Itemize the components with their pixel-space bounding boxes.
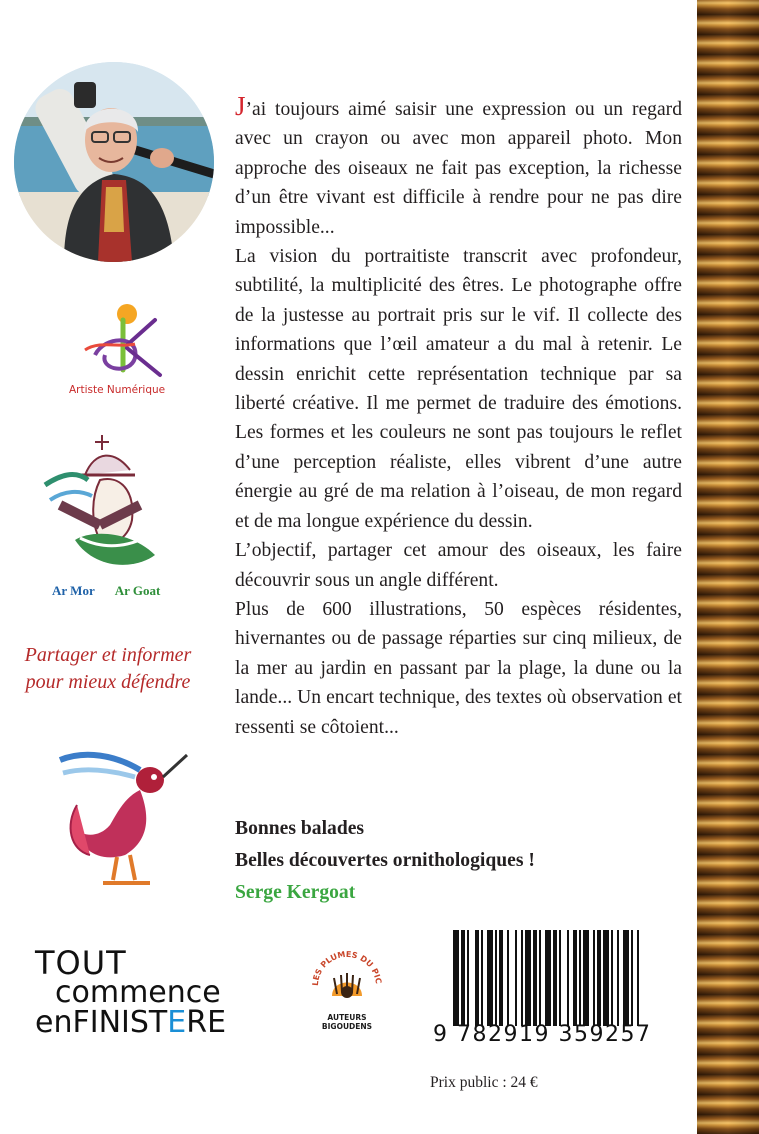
- barcode-bar: [467, 930, 469, 1026]
- paragraph-3: L’objectif, partager cet amour des oiseaux, les faire découvrir sous un angle différent.: [235, 540, 682, 591]
- barcode-bar: [611, 930, 613, 1026]
- barcode-bar: [525, 930, 531, 1026]
- barcode-bar: [487, 930, 493, 1026]
- barcode-bar: [499, 930, 503, 1026]
- en-word: en: [35, 1005, 73, 1040]
- re-word: RE: [186, 1005, 227, 1040]
- artiste-numerique-icon: [75, 300, 185, 380]
- barcode-bar: [461, 930, 465, 1026]
- en-finistere-line: [35, 1005, 255, 1040]
- barcode-bar: [475, 930, 479, 1026]
- paragraph-4: Plus de 600 illustrations, 50 espèces résidentes, hivernantes ou de passage réparties sur cinq milieux, de la mer au jardin en passant par la plage, la dune ou la lande... Un encart technique, des textes où observation et ressenti se côtoient...: [235, 598, 682, 738]
- barcode-bar: [481, 930, 483, 1026]
- barcode-bar: [521, 930, 523, 1026]
- barcode-bar: [603, 930, 609, 1026]
- artiste-numerique-logo: [69, 300, 185, 400]
- ar-mor-ar-goat-icon: [40, 430, 200, 580]
- commence-word: commence: [55, 975, 221, 1010]
- portrait-illustration: [14, 62, 214, 262]
- tout-commence-en-finistere-logo: [35, 944, 255, 1040]
- barcode-bar: [545, 930, 551, 1026]
- paragraph-1-text: ’ai toujours aimé saisir une expression ou un regard avec un crayon ou avec mon appareil photo. Mon approche des oiseaux ne fait pas exception, la richesse d’un être vivant est difficile à rendre pour ne pas dire impossible...: [235, 99, 682, 238]
- author-name: Serge Kergoat: [235, 882, 356, 903]
- ar-goat-label: Ar Goat: [114, 583, 161, 598]
- barcode-bar: [583, 930, 589, 1026]
- tagline-line-1: Partager et informer: [24, 644, 192, 666]
- barcode-bar: [623, 930, 629, 1026]
- bird-icon: [55, 745, 195, 895]
- barcode-bar: [597, 930, 601, 1026]
- drop-cap: J: [235, 91, 246, 121]
- barcode-bar: [533, 930, 537, 1026]
- tagline: [8, 642, 208, 696]
- paragraph-2: La vision du portraitiste transcrit avec profondeur, subtilité, la multiplicité des êtres. Le photographe offre de la justesse au portrait pris sur le vif. Il collecte des informations que l’œil amateur a du mal à retenir. Le dessin enrichit cette représentation technique par sa liberté créative. Il me permet de traduire des émotions. Les formes et les couleurs ne sont pas toujours le reflet d’une perception réaliste, elles vibrent d’une autre énergie au gré de ma relation à l’oiseau, de mon regard et de ma longue expérience du dessin.: [235, 246, 682, 532]
- bird-illustration: [55, 745, 195, 895]
- plumes-top-text: ES PLUMES DU PIC: [312, 949, 382, 985]
- barcode-bar: [515, 930, 517, 1026]
- closing-line-1: Bonnes balades: [235, 818, 365, 839]
- strip-shading: [697, 0, 759, 1134]
- ar-mor-label: Ar Mor: [52, 583, 95, 598]
- barcode-bar: [637, 930, 639, 1026]
- closing-line-2: Belles découvertes ornithologiques !: [235, 850, 535, 871]
- barcode-bar: [495, 930, 497, 1026]
- ar-mor-ar-goat-logo: [40, 430, 200, 605]
- plumes-du-pich-logo: [312, 948, 382, 1038]
- plumes-bottom-text: [312, 1013, 382, 1031]
- plumes-bottom-1: AUTEURS: [327, 1013, 367, 1022]
- barcode: [453, 930, 683, 1026]
- barcode-bar: [593, 930, 595, 1026]
- artiste-numerique-label: Artiste Numérique: [69, 384, 166, 396]
- finistere-e: E: [167, 1005, 187, 1040]
- back-cover-text: [235, 92, 682, 742]
- author-portrait: [14, 62, 214, 262]
- barcode-bar: [567, 930, 569, 1026]
- barcode-bar: [617, 930, 619, 1026]
- barcode-bar: [573, 930, 577, 1026]
- price-label: Prix public : 24 €: [430, 1074, 538, 1091]
- plumes-bottom-2: BIGOUDENS: [321, 1022, 373, 1031]
- barcode-bar: [539, 930, 541, 1026]
- barcode-bar: [579, 930, 581, 1026]
- tagline-line-2: pour mieux défendre: [25, 671, 191, 693]
- finist-word: FINIST: [72, 1005, 168, 1040]
- tout-word: TOUT: [35, 944, 127, 982]
- barcode-bar: [559, 930, 561, 1026]
- barcode-bar: [453, 930, 459, 1026]
- barcode-bar: [631, 930, 633, 1026]
- barcode-bar: [553, 930, 557, 1026]
- barcode-bar: [507, 930, 509, 1026]
- plumes-icon: [312, 948, 382, 1008]
- isbn-digits: 9 782919 359257: [433, 1022, 652, 1047]
- paragraph-1: [235, 92, 682, 242]
